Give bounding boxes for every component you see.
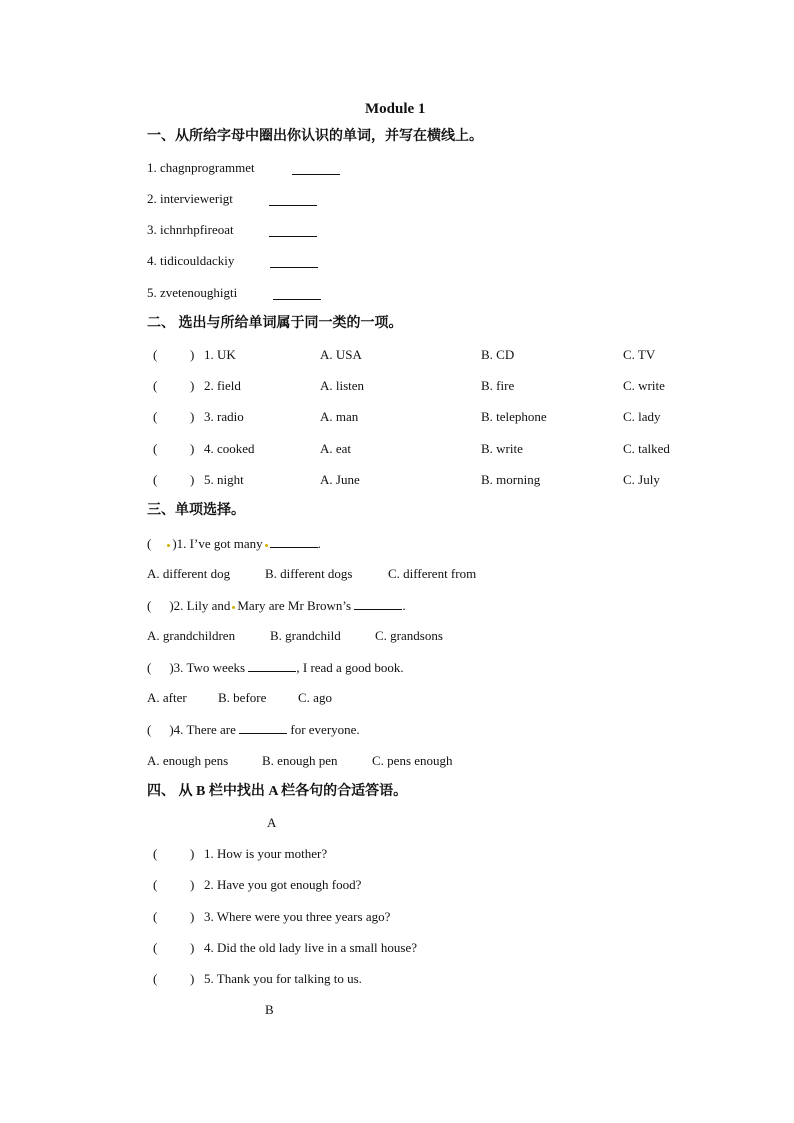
s3-q3-option-a: A. after — [147, 690, 187, 705]
s3-q2-option-b: B. grandchild — [270, 628, 341, 643]
s2-option-a: A. USA — [320, 347, 362, 362]
answer-paren-open[interactable]: ( — [153, 441, 158, 456]
s3-q1-option-c: C. different from — [388, 566, 477, 581]
s3-question-3 — [147, 659, 404, 676]
s3-q1-option-b: B. different dogs — [265, 566, 353, 581]
s3-question-text: )3. Two weeks — [169, 660, 246, 675]
s2-question: 5. night — [204, 472, 244, 487]
answer-paren-open[interactable]: ( — [153, 378, 158, 393]
answer-paren-close: ) — [190, 971, 195, 986]
s4-question: 2. Have you got enough food? — [204, 877, 362, 892]
answer-paren-open[interactable]: ( — [153, 877, 158, 892]
answer-paren-close: ) — [190, 409, 195, 424]
s3-question-end: . — [317, 536, 321, 551]
s1-answer-line-3[interactable] — [269, 224, 317, 237]
s3-q3-option-b: B. before — [218, 690, 267, 705]
s2-question: 1. UK — [204, 347, 236, 362]
s2-question: 2. field — [204, 378, 241, 393]
s1-item-2: 2. interviewerigt — [147, 191, 233, 206]
s2-option-b: B. CD — [481, 347, 515, 362]
s2-option-b: B. morning — [481, 472, 541, 487]
answer-paren-close: ) — [190, 909, 195, 924]
s4-question: 5. Thank you for talking to us. — [204, 971, 362, 986]
s2-option-a: A. man — [320, 409, 359, 424]
s3-question-text: )1. I’ve got many — [172, 536, 263, 551]
s4-question: 1. How is your mother? — [204, 846, 328, 861]
s3-question-1 — [147, 535, 321, 552]
s1-item-1: 1. chagnprogrammet — [147, 160, 255, 175]
s2-option-b: B. write — [481, 441, 523, 456]
s3-q4-option-b: B. enough pen — [262, 753, 338, 768]
s1-answer-line-2[interactable] — [269, 193, 317, 206]
s3-question-end: for everyone. — [290, 722, 360, 737]
mark-dot — [167, 544, 170, 547]
s3-question-text: )4. There are — [169, 722, 236, 737]
answer-paren-close: ) — [190, 441, 195, 456]
s2-option-a: A. listen — [320, 378, 365, 393]
s3-q4-option-a: A. enough pens — [147, 753, 229, 768]
s3-question-end: , I read a good book. — [296, 660, 404, 675]
s4-question: 4. Did the old lady live in a small house? — [204, 940, 418, 955]
answer-paren-close: ) — [190, 940, 195, 955]
s2-option-b: B. fire — [481, 378, 515, 393]
s2-option-a: A. eat — [320, 441, 352, 456]
s1-answer-line-4[interactable] — [270, 255, 318, 268]
answer-paren-close: ) — [190, 846, 195, 861]
answer-paren-open[interactable]: ( — [147, 598, 152, 613]
s3-question-text: Mary are Mr Brown’s — [237, 598, 352, 613]
column-a-label: A — [267, 815, 277, 830]
s3-answer-line-4[interactable] — [239, 721, 287, 734]
s2-option-a: A. June — [320, 472, 360, 487]
page-title: Module 1 — [365, 101, 426, 117]
answer-paren-open[interactable]: ( — [153, 909, 158, 924]
s3-q4-option-c: C. pens enough — [372, 753, 453, 768]
s3-q2-option-c: C. grandsons — [375, 628, 443, 643]
answer-paren-open[interactable]: ( — [153, 940, 158, 955]
column-b-label: B — [265, 1002, 274, 1017]
s3-question-text: )2. Lily and — [169, 598, 231, 613]
answer-paren-close: ) — [190, 877, 195, 892]
s1-item-4: 4. tidicouldackiy — [147, 253, 235, 268]
s3-q1-option-a: A. different dog — [147, 566, 231, 581]
answer-paren-open[interactable]: ( — [147, 722, 152, 737]
answer-paren-open[interactable]: ( — [153, 347, 158, 362]
s2-option-c: C. write — [623, 378, 665, 393]
section-1-heading: 一、从所给字母中圈出你认识的单词，并写在横线上。 — [147, 129, 483, 144]
s1-item-5: 5. zvetenoughigti — [147, 285, 238, 300]
s2-option-c: C. July — [623, 472, 660, 487]
answer-paren-close: ) — [190, 378, 195, 393]
section-3-heading: 三、单项选择。 — [147, 503, 245, 518]
s3-q2-option-a: A. grandchildren — [147, 628, 236, 643]
s1-answer-line-1[interactable] — [292, 162, 340, 175]
s3-question-end: . — [402, 598, 406, 613]
s2-question: 4. cooked — [204, 441, 255, 456]
s3-q3-option-c: C. ago — [298, 690, 332, 705]
answer-paren-open[interactable]: ( — [153, 846, 158, 861]
mark-dot — [265, 544, 268, 547]
s2-option-c: C. talked — [623, 441, 670, 456]
s3-answer-line-2[interactable] — [354, 597, 402, 610]
s4-question: 3. Where were you three years ago? — [204, 909, 391, 924]
s2-option-c: C. lady — [623, 409, 661, 424]
answer-paren-open[interactable]: ( — [147, 660, 152, 675]
answer-paren-open[interactable]: ( — [153, 971, 158, 986]
s3-question-4 — [147, 721, 360, 738]
s2-option-b: B. telephone — [481, 409, 547, 424]
s3-answer-line-1[interactable] — [270, 535, 318, 548]
answer-paren-open[interactable]: ( — [153, 409, 158, 424]
s2-option-c: C. TV — [623, 347, 656, 362]
answer-paren-open[interactable]: ( — [153, 472, 158, 487]
answer-paren-open[interactable]: ( — [147, 536, 152, 551]
s3-question-2 — [147, 597, 406, 614]
s3-answer-line-3[interactable] — [248, 659, 296, 672]
s1-answer-line-5[interactable] — [273, 287, 321, 300]
s1-item-3: 3. ichnrhpfireoat — [147, 222, 234, 237]
s2-question: 3. radio — [204, 409, 244, 424]
section-4-heading: 四、 从 B 栏中找出 A 栏各句的合适答语。 — [147, 784, 408, 799]
answer-paren-close: ) — [190, 347, 195, 362]
section-2-heading: 二、 选出与所给单词属于同一类的一项。 — [147, 316, 403, 331]
answer-paren-close: ) — [190, 472, 195, 487]
mark-dot — [232, 606, 235, 609]
